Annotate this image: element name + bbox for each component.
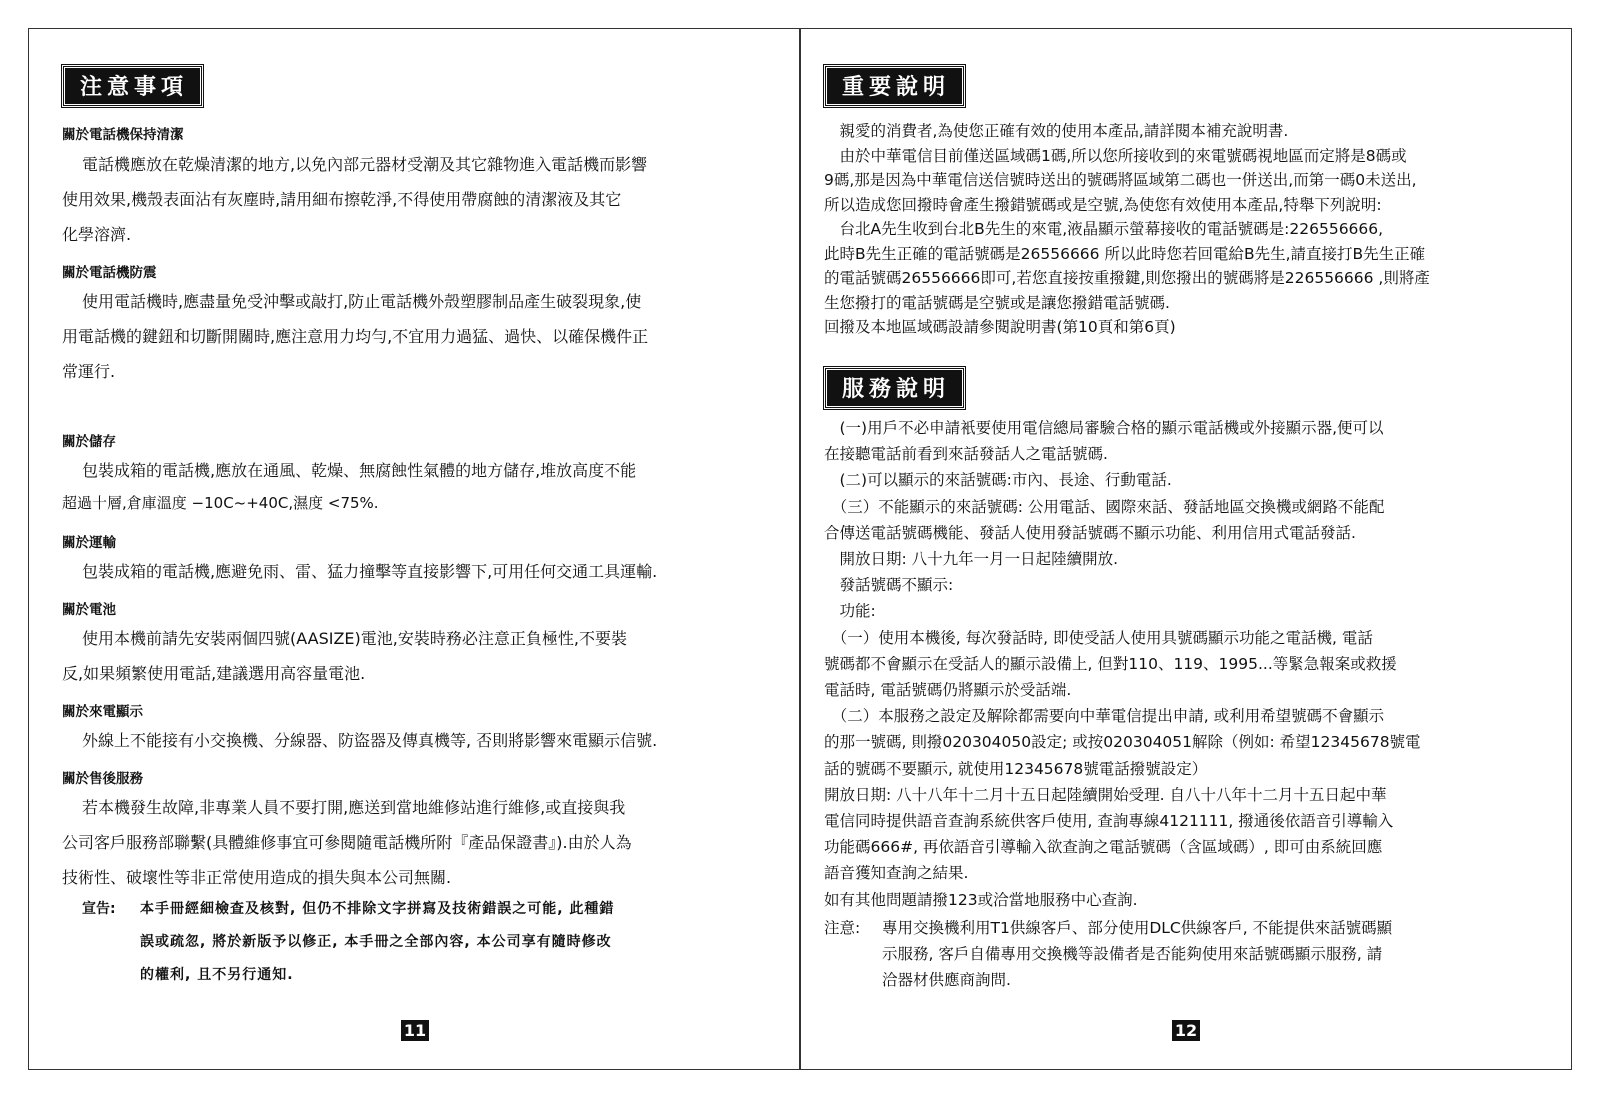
text-line: 話的號碼不要顯示, 就使用12345678號電話撥號設定） — [824, 759, 1208, 778]
text-line: 號碼都不會顯示在受話人的顯示設備上, 但對110、119、1995...等緊急報案或救援 — [824, 654, 1397, 673]
notice-line: 誤或疏忽, 將於新版予以修正, 本手冊之全部內容, 本公司享有隨時修改 — [140, 934, 612, 950]
text-line: (二)可以顯示的來話號碼:市內、長途、行動電話. — [824, 471, 1172, 490]
note-line: 專用交換機利用T1供線客戶、部分使用DLC供線客戶, 不能提供來話號碼顯 — [882, 919, 1393, 937]
heading-battery: 關於電池 — [62, 602, 116, 618]
heading-cleaning: 關於電話機保持清潔 — [62, 127, 184, 143]
text-line: 台北A先生收到台北B先生的來電,液晶顯示螢幕接收的電話號碼是:226556666, — [824, 220, 1384, 238]
text-line: 發話號碼不顯示: — [824, 576, 954, 595]
text-line: 包裝成箱的電話機,應放在通風、乾燥、無腐蝕性氣體的地方儲存,堆放高度不能 — [82, 461, 637, 480]
text-line: 使用電話機時,應盡量免受沖擊或敲打,防止電話機外殼塑膠制品產生破裂現象,使 — [82, 292, 642, 311]
heading-after-sales: 關於售後服務 — [62, 771, 143, 787]
page-divider — [799, 28, 801, 1070]
text-line: 化學溶濟. — [62, 225, 132, 244]
section-title-notes: 注意事項 — [62, 65, 203, 107]
section-title-service: 服務說明 — [824, 367, 965, 409]
page-number: 11 — [401, 1020, 429, 1041]
text-line: 用電話機的鍵鈕和切斷開關時,應注意用力均勻,不宜用力過猛、過快、以確保機件正 — [62, 327, 649, 346]
right-page — [824, 65, 1544, 990]
text-line: 使用效果,機殼表面沾有灰塵時,請用細布擦乾淨,不得使用帶腐蝕的清潔液及其它 — [62, 190, 622, 209]
text-line: 超過十層,倉庫溫度 −10C~+40C,濕度 <75%. — [62, 494, 379, 512]
text-line: 功能: — [824, 602, 876, 621]
note-label: 注意: — [824, 919, 861, 937]
text-line: 包裝成箱的電話機,應避免雨、雷、猛力撞擊等直接影響下,可用任何交通工具運輸. — [82, 562, 658, 581]
important-body — [824, 119, 1544, 340]
text-line: 語音獲知查詢之結果. — [824, 864, 969, 883]
text-line: （一）使用本機後, 每次發話時, 即使受話人使用具號碼顯示功能之電話機, 電話 — [824, 628, 1373, 647]
text-line: 電信同時提供語音查詢系統供客戶使用, 查詢專線4121111, 撥通後依語音引導輸入 — [824, 812, 1394, 831]
text-line: 若本機發生故障,非專業人員不要打開,應送到當地維修站進行維修,或直接與我 — [82, 798, 626, 817]
service-body — [824, 415, 1544, 913]
text-line: 技術性、破壞性等非正常使用造成的損失與本公司無關. — [62, 868, 452, 887]
text-line: 生您撥打的電話號碼是空號或是讓您撥錯電話號碼. — [824, 293, 1170, 312]
text-line: 在接聽電話前看到來話發話人之電話號碼. — [824, 445, 1108, 464]
text-line: (一)用戶不必申請衹要使用電信總局審驗合格的顯示電話機或外接顯示器,便可以 — [824, 419, 1384, 437]
text-line: 如有其他問題請撥123或洽當地服務中心查詢. — [824, 890, 1138, 909]
text-line: 的電話號碼26556666即可,若您直接按重撥鍵,則您撥出的號碼將是226556666 ,則將產 — [824, 269, 1430, 287]
text-line: 功能碼666#, 再依語音引導輸入欲查詢之電話號碼（含區域碼）, 即可由系統回應 — [824, 838, 1383, 857]
text-line: 開放日期: 八十八年十二月十五日起陸續開始受理. 自八十八年十二月十五日起中華 — [824, 785, 1387, 804]
text-line: 開放日期: 八十九年一月一日起陸續開放. — [824, 550, 1119, 569]
text-line: 9碼,那是因為中華電信送信號時送出的號碼將區域第二碼也一併送出,而第一碼0未送出, — [824, 171, 1417, 189]
notice-label: 宣告: — [82, 901, 116, 917]
text-line: 由於中華電信目前僅送區域碼1碼,所以您所接收到的來電號碼視地區而定將是8碼或 — [824, 146, 1407, 165]
text-line: 外線上不能接有小交換機、分線器、防盜器及傳真機等, 否則將影響來電顯示信號. — [82, 731, 658, 750]
text-line: 常運行. — [62, 362, 116, 381]
text-line: 使用本機前請先安裝兩個四號(AASIZE)電池,安裝時務必注意正負極性,不要裝 — [82, 629, 627, 648]
section-title-important: 重要說明 — [824, 65, 965, 107]
heading-transport: 關於運輸 — [62, 535, 116, 551]
text-line: 反,如果頻繁使用電話,建議選用高容量電池. — [62, 664, 366, 683]
heading-shockproof: 關於電話機防震 — [62, 265, 157, 281]
page-number: 12 — [1172, 1020, 1200, 1041]
note-block — [824, 915, 1544, 994]
text-line: 親愛的消費者,為使您正確有效的使用本產品,請詳閱本補充說明書. — [824, 122, 1289, 140]
text-line: （三）不能顯示的來話號碼: 公用電話、國際來話、發話地區交換機或網路不能配 — [824, 497, 1385, 516]
text-line: 電話時, 電話號碼仍將顯示於受話端. — [824, 681, 1072, 700]
heading-storage: 關於儲存 — [62, 434, 116, 450]
text-line: 的那一號碼, 則撥020304050設定; 或按020304051解除（例如: 希望12345678號電 — [824, 733, 1421, 752]
text-line: （二）本服務之設定及解除都需要向中華電信提出申請, 或利用希望號碼不會顯示 — [824, 707, 1385, 726]
text-line: 此時B先生正確的電話號碼是26556666 所以此時您若回電給B先生,請直接打B先生正確 — [824, 244, 1426, 263]
text-line: 回撥及本地區域碼設請參閱說明書(第10頁和第6頁) — [824, 318, 1176, 336]
notice-line: 的權利, 且不另行通知. — [140, 967, 294, 983]
text-line: 電話機應放在乾燥清潔的地方,以免內部元器材受潮及其它雜物進入電話機而影響 — [82, 155, 648, 174]
note-line: 洽器材供應商詢問. — [882, 971, 1011, 990]
left-page — [62, 65, 782, 983]
text-line: 所以造成您回撥時會產生撥錯號碼或是空號,為使您有效使用本產品,特舉下列說明: — [824, 195, 1382, 214]
note-line: 示服務, 客戶自備專用交換機等設備者是否能夠使用來話號碼顯示服務, 請 — [882, 945, 1383, 964]
text-line: 合傳送電話號碼機能、發話人使用發話號碼不顯示功能、利用信用式電話發話. — [824, 523, 1356, 542]
text-line: 公司客戶服務部聯繫(具體維修事宜可參閱隨電話機所附『產品保證書』).由於人為 — [62, 833, 632, 852]
notice-line: 本手冊經細檢查及核對, 但仍不排除文字拼寫及技術錯誤之可能, 此種錯 — [140, 901, 615, 917]
heading-caller-id: 關於來電顯示 — [62, 704, 143, 720]
